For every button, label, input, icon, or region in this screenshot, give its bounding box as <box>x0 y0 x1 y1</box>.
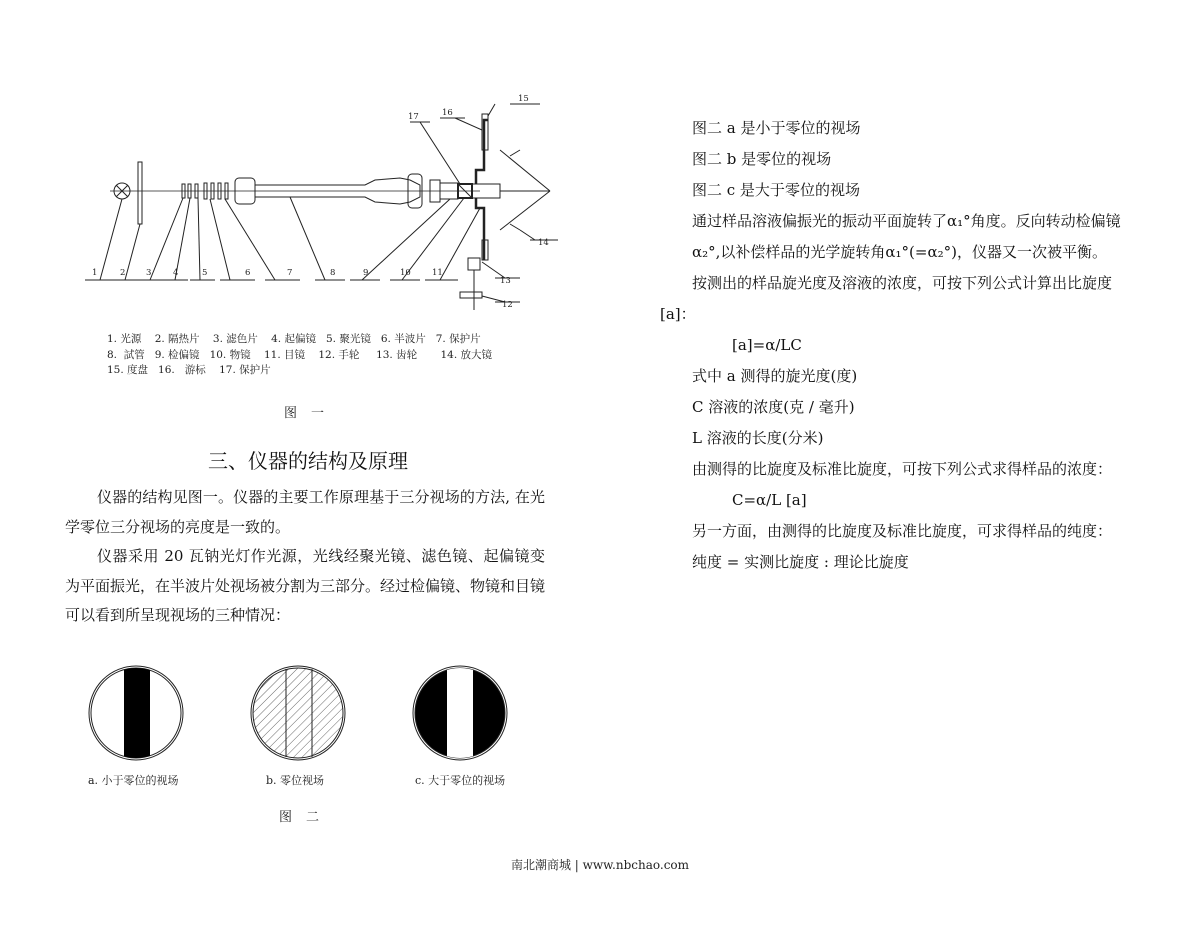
part-label-10: 10 <box>400 268 411 278</box>
paragraph: 仪器的结构见图一。仪器的主要工作原理基于三分视场的方法, 在光学零位三分视场的亮度是一致的。 <box>65 488 545 536</box>
view-a-dark-center <box>89 665 183 765</box>
part-label-13: 13 <box>500 276 511 286</box>
text-line: 按测出的样品旋光度及溶液的浓度，可按下列公式计算出比旋度 <box>692 274 1113 292</box>
part-label-6: 6 <box>245 268 251 278</box>
text-line: [a]： <box>660 305 696 323</box>
view-c-light-center <box>413 665 507 765</box>
definition-l: L 溶液的长度(分米) <box>692 429 824 447</box>
part-label-2: 2 <box>120 268 126 278</box>
text-line: 另一方面，由测得的比旋度及标准比旋度，可求得样品的纯度： <box>692 522 1113 540</box>
text-line: 图二 b 是零位的视场 <box>692 150 832 168</box>
definition-c: C 溶液的浓度(克 / 毫升) <box>692 398 855 416</box>
part-label-4: 4 <box>173 268 179 278</box>
part-label-17: 17 <box>408 112 419 122</box>
heat-shield <box>138 162 142 224</box>
part-label-9: 9 <box>363 268 369 278</box>
formula-concentration: C=α/L [a] <box>732 491 807 509</box>
part-label-5: 5 <box>202 268 208 278</box>
figure1-caption: 图一 <box>284 406 339 421</box>
formula-purity: 纯度 = 实测比旋度 : 理论比旋度 <box>692 553 909 571</box>
figure2-caption: 图二 <box>279 810 334 825</box>
text-line: α₂°,以补偿样品的光学旋转角α₁°(=α₂°)，仪器又一次被平衡。 <box>692 243 1107 261</box>
text-line: 图二 c 是大于零位的视场 <box>692 181 860 199</box>
formula-specific-rotation: [a]=α/LC <box>732 336 802 354</box>
definition-a: 式中 a 测得的旋光度(度) <box>692 367 858 385</box>
right-column <box>660 113 1160 578</box>
figure1-legend <box>107 332 492 379</box>
paragraph: 仪器采用 20 瓦钠光灯作光源，光线经聚光镜、滤色镜、起偏镜变为平面振光，在半波片处视场被分割为三部分。经过检偏镜、物镜和目镜可以看到所呈现视场的三种情况： <box>65 547 546 624</box>
section-title: 三、仪器的结构及原理 <box>208 449 408 473</box>
polarimeter-diagram <box>80 90 660 330</box>
view-c-label: c. 大于零位的视场 <box>415 774 506 787</box>
part-label-8: 8 <box>330 268 336 278</box>
view-fields <box>80 665 540 785</box>
footer: 南北潮商城 | www.nbchao.com <box>510 858 690 872</box>
part-label-16: 16 <box>442 108 453 118</box>
text-line: 图二 a 是小于零位的视场 <box>692 119 861 137</box>
view-b-uniform <box>251 666 345 760</box>
section-body <box>65 483 545 631</box>
part-label-12: 12 <box>502 300 513 310</box>
part-label-7: 7 <box>287 268 293 278</box>
part-label-14: 14 <box>538 238 549 248</box>
legend-row: 8. 試管 9. 检偏镜 10. 物镜 11. 目镜 12. 手轮 13. 齿轮 14. 放大镜 <box>107 348 493 361</box>
legend-row: 15. 度盘 16. 游标 17. 保护片 <box>107 364 271 376</box>
view-a-label: a. 小于零位的视场 <box>88 774 179 787</box>
text-line: 由测得的比旋度及标准比旋度，可按下列公式求得样品的浓度： <box>692 460 1113 478</box>
part-label-3: 3 <box>146 268 152 278</box>
part-label-15: 15 <box>518 94 529 104</box>
part-label-1: 1 <box>92 268 98 278</box>
part-label-11: 11 <box>432 268 443 278</box>
view-b-label: b. 零位视场 <box>266 774 325 787</box>
legend-row: 1. 光源 2. 隔热片 3. 滤色片 4. 起偏镜 5. 聚光镜 6. 半波片 7. 保护片 <box>107 333 481 345</box>
text-line: 通过样品溶液偏振光的振动平面旋转了α₁°角度。反向转动检偏镜 <box>692 212 1121 230</box>
